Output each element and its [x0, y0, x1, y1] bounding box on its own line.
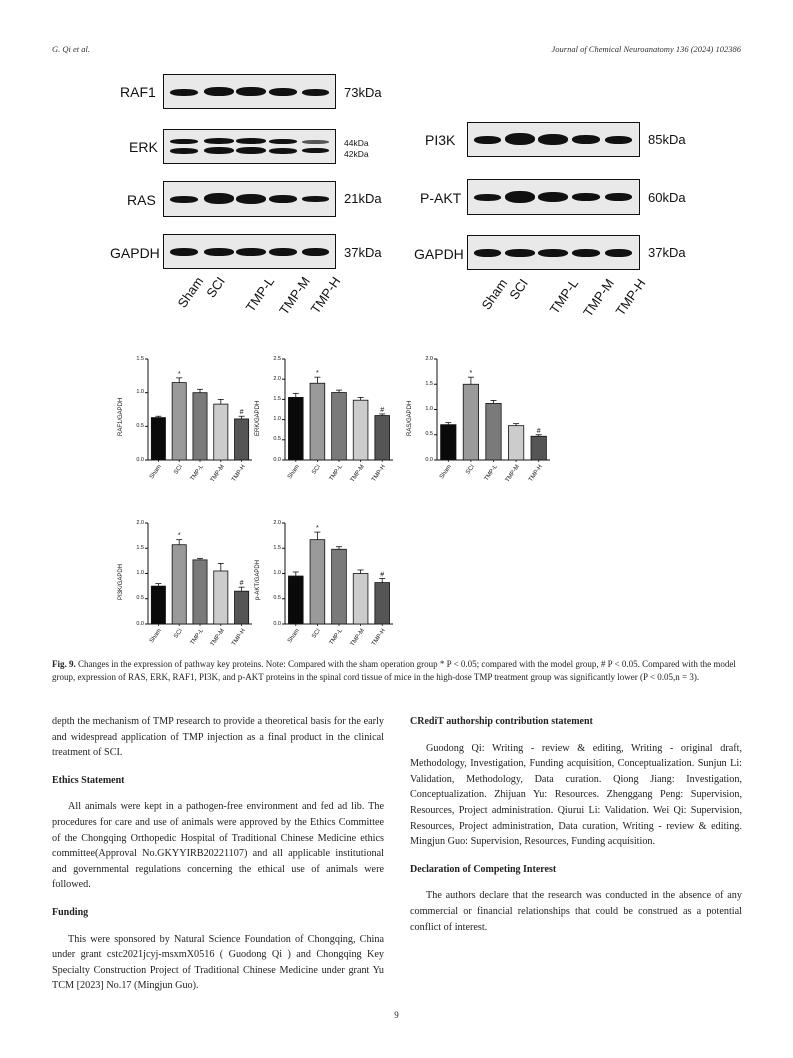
blot-strip-pi3k [467, 122, 640, 157]
bar [235, 591, 249, 624]
blot-label-ras: RAS [127, 192, 156, 208]
y-tick-label: 1.0 [136, 389, 144, 396]
page-number: 9 [394, 1010, 399, 1020]
significance-marker: * [177, 532, 181, 540]
x-tick-label: TMP-M [209, 464, 226, 484]
y-tick-label: 2.0 [273, 519, 281, 526]
y-tick-label: 1.5 [136, 544, 144, 551]
blot-label-p-akt: P-AKT [420, 190, 462, 206]
y-tick-label: 0.5 [136, 422, 144, 429]
y-tick-label: 0.0 [136, 620, 144, 627]
x-tick-label: Sham [286, 464, 301, 481]
competing-heading: Declaration of Competing Interest [410, 863, 557, 875]
y-tick-label: 0.5 [273, 595, 281, 602]
bar [193, 560, 207, 624]
y-tick-label: 1.5 [425, 380, 433, 387]
blot-label-pi3k: PI3K [425, 132, 456, 148]
blot-label-gapdh-left: GAPDH [110, 245, 160, 261]
x-tick-label: TMP-M [504, 464, 522, 484]
blot-label-erk: ERK [129, 139, 158, 155]
bar [332, 549, 347, 624]
bar [531, 436, 546, 460]
bar [288, 576, 303, 624]
x-tick-label: TMP-H [371, 464, 388, 484]
x-tick-label: Sham [149, 628, 164, 645]
y-tick-label: 1.0 [273, 570, 281, 576]
credit-paragraph: Guodong Qi: Writing - review & editing, Writing - original draft, Methodology, Investigation, Funding acquisition, Conceptualization. Sunjun Li: Validation, Methodology, Data curation. Qiong Jiang: Investigation, Conceptualization. Zhijuan Yu: Resources. Zhenggang Peng: Supervision, Resources, Project administration. Qiurui Li: Validation. Wei Qi: Supervision, Resources, Project administration, Data curation, Writing - review & editing. Mingjun Guo: Supervision, Resources, Funding acquisition. [410, 742, 742, 848]
x-tick-label: SCI [465, 464, 476, 476]
kda-gapdh-left: 37kDa [344, 245, 382, 260]
x-tick-label: SCI [173, 464, 185, 476]
x-tick-label: TMP-M [349, 464, 366, 484]
caption-text: Changes in the expression of pathway key proteins. Note: Compared with the sham operation group * P < 0.05; compared with the model group, # P < 0.05. Compared with the model group, expression of RAS, ERK, RAF1, PI3K, and p-AKT proteins in the spinal cord tissue of mice in the high-dose TMP treatment group was significantly lower (P < 0.05,n = 3). [52, 659, 736, 682]
blot-strip-ras [163, 181, 336, 217]
x-tick-label: TMP-H [371, 628, 388, 648]
x-tick-label: TMP-H [230, 464, 247, 484]
y-tick-label: 2.0 [425, 355, 433, 362]
blot-strip-raf1 [163, 74, 336, 109]
bar [441, 425, 456, 460]
y-tick-label: 0.0 [273, 620, 281, 627]
kda-erk-42: 42kDa [344, 149, 369, 159]
bar [151, 586, 165, 624]
bar [172, 545, 186, 624]
x-tick-label: TMP-L [483, 464, 499, 483]
left-column [52, 714, 384, 994]
y-tick-label: 1.0 [425, 406, 433, 412]
intro-paragraph: depth the mechanism of TMP research to provide a theoretical basis for the early and widespread application of TMP injection as a final product in the clinical treatment of SCI. [52, 716, 384, 759]
y-axis-label: PI3K/GAPDH [118, 563, 124, 600]
significance-marker: * [316, 525, 319, 533]
x-tick-label: Sham [439, 464, 454, 481]
lane-label: Sham [478, 276, 511, 313]
running-header-journal: Journal of Chemical Neuroanatomy 136 (2024) 102386 [551, 44, 741, 54]
lane-label: TMP-M [580, 276, 617, 320]
y-tick-label: 0.0 [273, 456, 281, 463]
bar [332, 393, 347, 460]
y-tick-label: 2.5 [273, 355, 281, 362]
x-tick-label: SCI [173, 628, 185, 640]
bar [288, 397, 303, 460]
funding-heading: Funding [52, 906, 89, 918]
y-axis-label: ERK/GAPDH [255, 400, 261, 436]
blot-label-raf1: RAF1 [120, 84, 156, 100]
kda-pi3k: 85kDa [648, 132, 686, 147]
significance-marker: * [177, 370, 181, 378]
y-axis-label: p-AKT/GAPDH [255, 559, 261, 600]
bar [353, 574, 368, 625]
bar [375, 416, 390, 460]
y-tick-label: 0.0 [425, 456, 433, 463]
y-axis-label: RAF1/GAPDH [118, 397, 124, 436]
y-tick-label: 1.5 [273, 544, 281, 551]
kda-raf1: 73kDa [344, 85, 382, 100]
running-header-authors: G. Qi et al. [52, 44, 91, 54]
lane-label: SCI [203, 274, 228, 301]
bar [353, 400, 368, 460]
lane-label: TMP-L [546, 276, 582, 317]
blot-label-gapdh-right: GAPDH [414, 246, 464, 262]
x-tick-label: SCI [311, 628, 323, 640]
funding-paragraph: This were sponsored by Natural Science Foundation of Chongqing, China under grant cstc2021jcyj-msxmX0516 ( Guodong Qi ) and Chongqing Key Specialty Construction Project of Traditional Chinese Medicine under grant Yu TCM [2023] No.17 (Mingjun Guo). [52, 933, 384, 992]
right-column [410, 714, 742, 935]
bar [214, 571, 228, 624]
y-axis-label: RAS/GAPDH [407, 400, 413, 436]
y-tick-label: 2.0 [273, 375, 281, 382]
y-tick-label: 0.5 [136, 595, 144, 602]
significance-marker: # [239, 409, 244, 417]
credit-heading: CRediT authorship contribution statement [410, 716, 593, 727]
ethics-heading: Ethics Statement [52, 774, 125, 786]
x-tick-label: TMP-M [349, 628, 366, 648]
lane-label: SCI [506, 276, 531, 303]
y-tick-label: 1.0 [273, 416, 281, 423]
kda-gapdh-right: 37kDa [648, 245, 686, 260]
kda-erk-44: 44kDa [344, 138, 369, 148]
x-tick-label: TMP-L [189, 464, 205, 483]
bar [463, 384, 478, 460]
blot-strip-gapdh-left [163, 234, 336, 269]
bar [172, 383, 186, 460]
y-tick-label: 0.5 [425, 431, 433, 438]
y-tick-label: 1.5 [273, 395, 281, 402]
significance-marker: # [536, 427, 541, 435]
blot-strip-gapdh-right [467, 235, 640, 270]
bar [486, 403, 501, 460]
significance-marker: * [316, 370, 319, 378]
kda-p-akt: 60kDa [648, 190, 686, 205]
x-tick-label: TMP-L [328, 628, 344, 647]
significance-marker: # [239, 580, 244, 588]
x-tick-label: TMP-H [230, 628, 247, 648]
bar [310, 383, 325, 460]
bar [375, 583, 390, 624]
bar [193, 393, 207, 460]
lane-label: Sham [174, 274, 207, 311]
competing-paragraph: The authors declare that the research was conducted in the absence of any commercial or financial relationships that could be construed as a potential conflict of interest. [410, 890, 742, 933]
bar [214, 404, 228, 460]
y-tick-label: 1.0 [136, 570, 144, 576]
lane-label: TMP-M [276, 274, 313, 318]
bar [151, 418, 165, 460]
bar [235, 419, 249, 460]
bar [310, 540, 325, 624]
x-tick-label: TMP-L [328, 464, 344, 483]
lane-label: TMP-L [242, 274, 278, 315]
significance-marker: * [469, 370, 473, 378]
blot-strip-p-akt [467, 179, 640, 215]
significance-marker: # [380, 571, 385, 579]
x-tick-label: SCI [311, 464, 323, 476]
figure-caption [52, 658, 742, 684]
y-tick-label: 1.5 [136, 355, 144, 362]
bar [508, 426, 523, 460]
x-tick-label: Sham [149, 464, 164, 481]
ethics-paragraph: All animals were kept in a pathogen-free environment and fed ad lib. The procedures for care and use of animals were approved by the Ethics Committee of the Chongqing Orthopedic Hospital of Traditional Chinese Medicine ethics committee(Approval No.GKYYIRB20221107) and all applicable institutional and governmental regulations concerning the ethical use of animals were followed. [52, 801, 384, 891]
blot-strip-erk [163, 129, 336, 164]
y-tick-label: 0.5 [273, 436, 281, 443]
y-tick-label: 2.0 [136, 519, 144, 526]
lane-label: TMP-H [307, 274, 344, 317]
caption-label: Fig. 9. [52, 659, 76, 669]
x-tick-label: TMP-L [189, 628, 205, 647]
kda-ras: 21kDa [344, 191, 382, 206]
y-tick-label: 0.0 [136, 456, 144, 463]
x-tick-label: Sham [286, 628, 301, 645]
significance-marker: # [380, 406, 385, 414]
x-tick-label: TMP-M [209, 628, 226, 648]
lane-label: TMP-H [612, 276, 649, 319]
x-tick-label: TMP-H [527, 464, 544, 484]
